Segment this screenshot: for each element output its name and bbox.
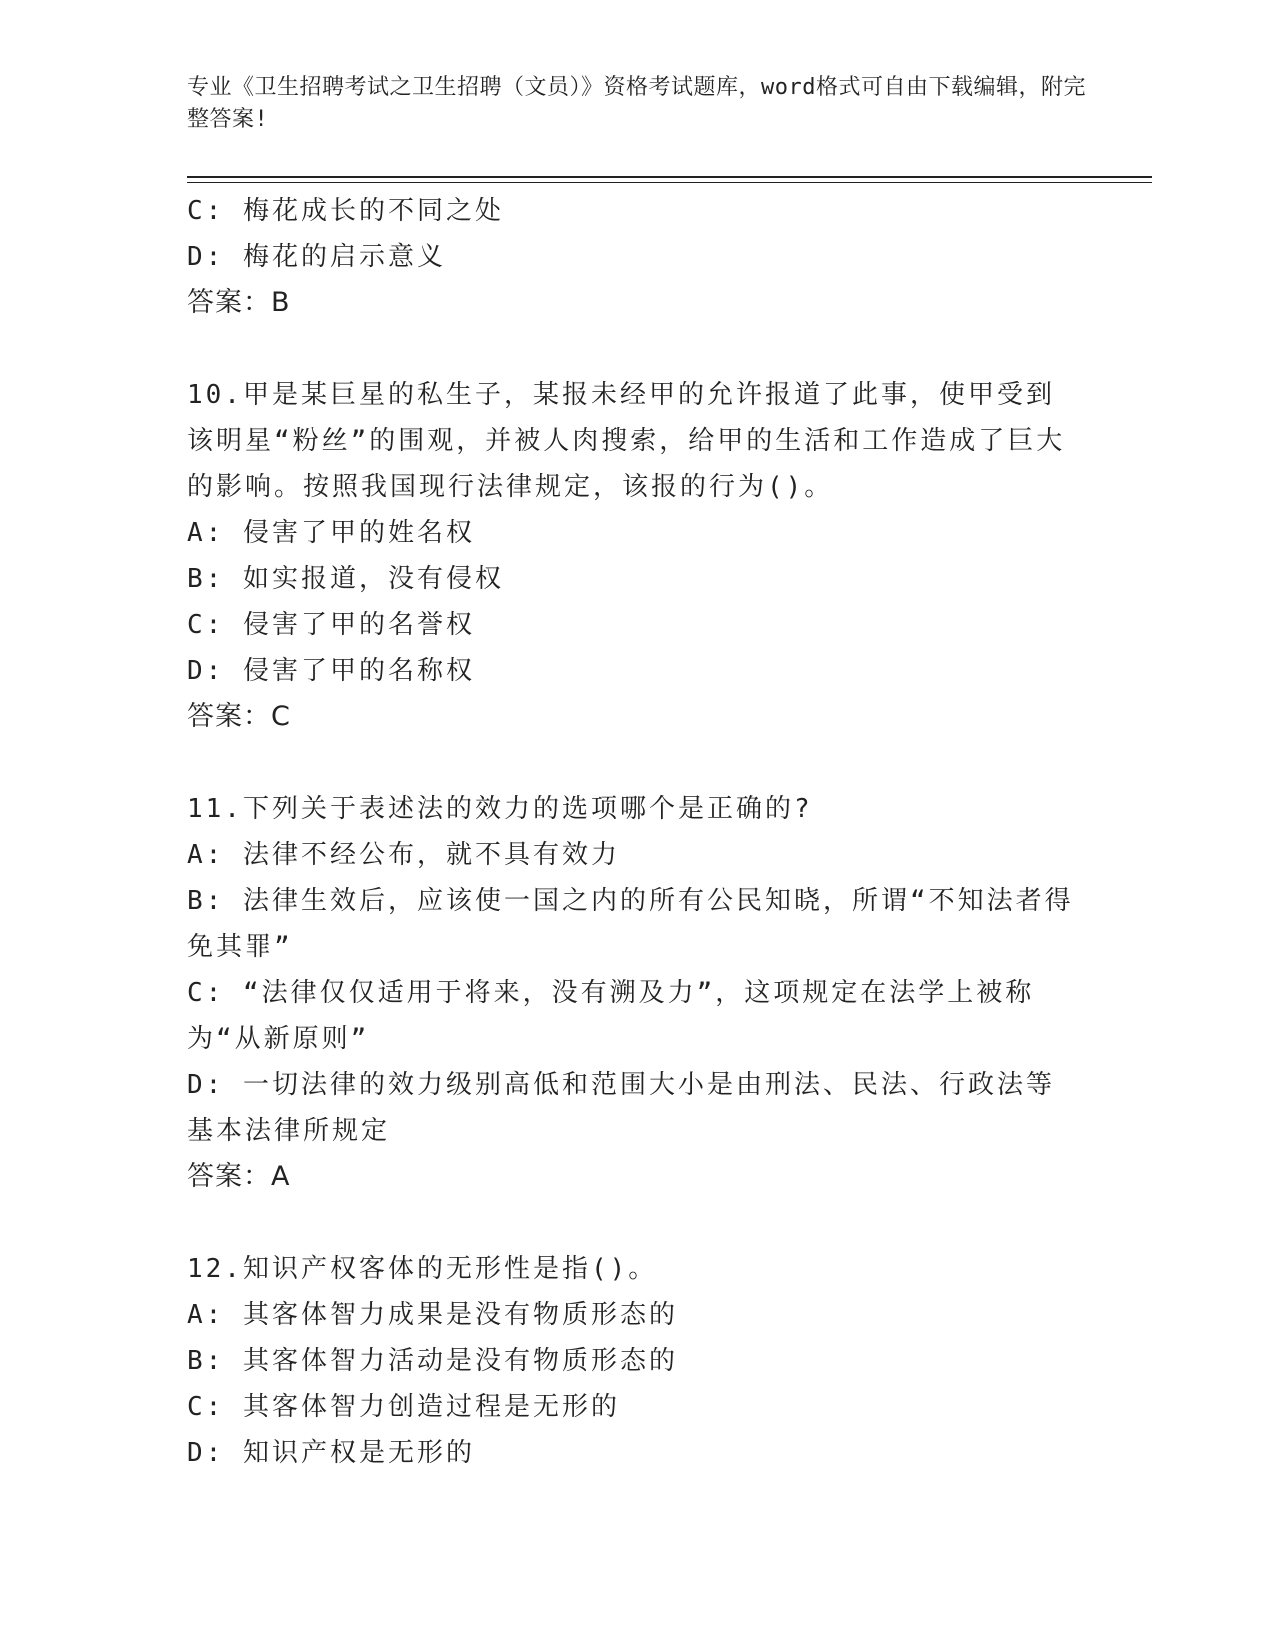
option-c: C: 其客体智力创造过程是无形的 [187,1392,620,1422]
option-d: D: 一切法律的效力级别高低和范围大小是由刑法、民法、行政法等基本法律所规定 [187,1070,1055,1146]
question-stem: 12.知识产权客体的无形性是指()。 [187,1254,658,1284]
spacer [187,326,1077,372]
header-rule-thin [187,182,1152,183]
header-rule-thick [187,176,1152,178]
question-stem: 11.下列关于表述法的效力的选项哪个是正确的? [187,794,813,824]
option-d: D: 侵害了甲的名称权 [187,656,475,686]
option-b: B: 其客体智力活动是没有物质形态的 [187,1346,678,1376]
question-content [187,188,1077,1476]
question-9-tail [187,188,1077,326]
answer-line: 答案：C [187,701,291,732]
option-d: D: 知识产权是无形的 [187,1438,475,1468]
page-header: 专业《卫生招聘考试之卫生招聘（文员）》资格考试题库，word格式可自由下载编辑，附完整答案! [187,75,1086,132]
answer-line: 答案：B [187,287,291,318]
answer-line: 答案：A [187,1161,291,1192]
spacer [187,1200,1077,1246]
question-10 [187,372,1077,740]
option-b: B: 如实报道，没有侵权 [187,564,504,594]
option-a: A: 侵害了甲的姓名权 [187,518,475,548]
question-12 [187,1246,1077,1476]
option-c: C: “法律仅仅适用于将来，没有溯及力”，这项规定在法学上被称为“从新原则” [187,978,1035,1054]
option-a: A: 法律不经公布，就不具有效力 [187,840,620,870]
option-d: D: 梅花的启示意义 [187,242,446,272]
option-c: C: 梅花成长的不同之处 [187,196,504,226]
option-a: A: 其客体智力成果是没有物质形态的 [187,1300,678,1330]
option-c: C: 侵害了甲的名誉权 [187,610,475,640]
document-page [187,0,1152,1650]
question-11 [187,786,1077,1200]
question-stem: 10.甲是某巨星的私生子，某报未经甲的允许报道了此事，使甲受到该明星“粉丝”的围观，并被人肉搜索，给甲的生活和工作造成了巨大的影响。按照我国现行法律规定，该报的行为()。 [187,380,1066,502]
option-b: B: 法律生效后，应该使一国之内的所有公民知晓，所谓“不知法者得免其罪” [187,886,1074,962]
spacer [187,740,1077,786]
